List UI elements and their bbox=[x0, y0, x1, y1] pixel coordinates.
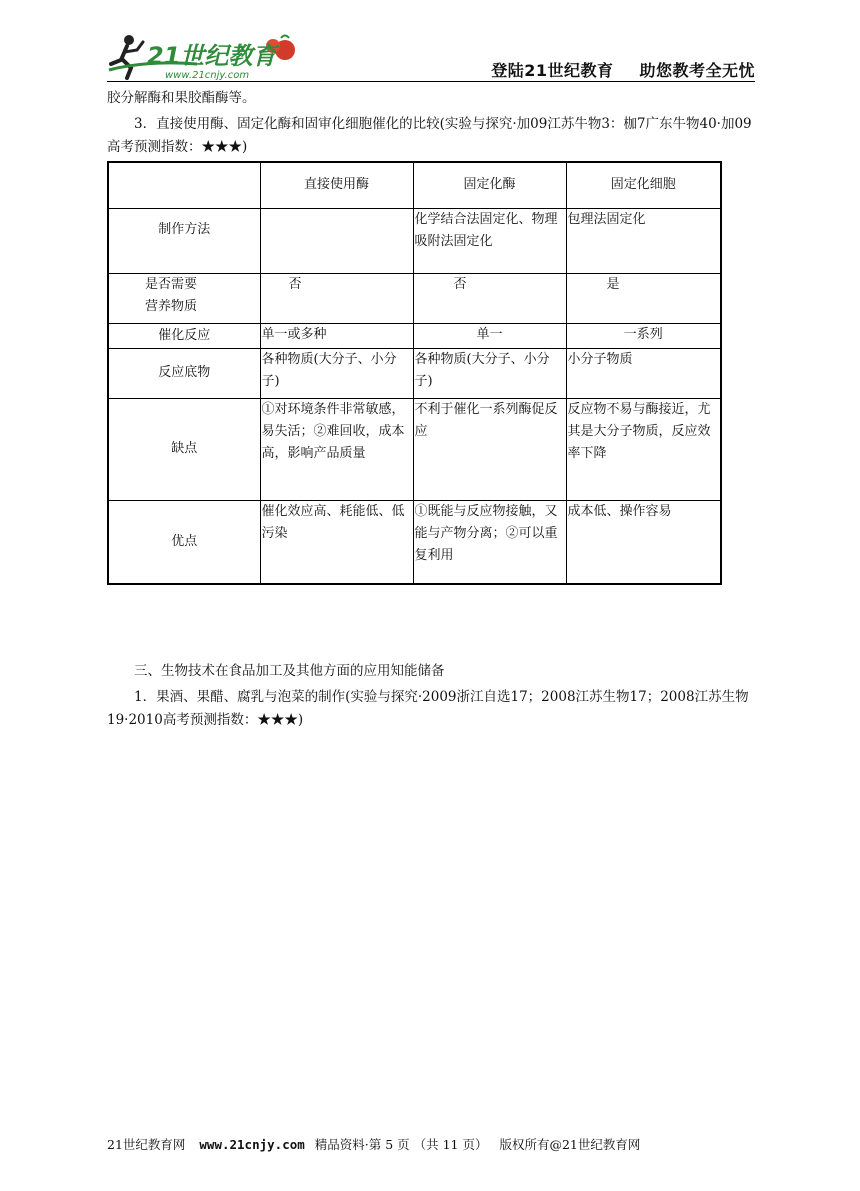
table-row bbox=[108, 273, 721, 323]
footer-copyright: 版权所有@21世纪教育网 bbox=[499, 1137, 641, 1152]
table-cell: 反应物不易与酶接近，尤其是大分子物质，反应效率下降 bbox=[566, 398, 721, 500]
table-row bbox=[108, 500, 721, 584]
logo bbox=[107, 30, 307, 82]
table-cell: 包理法固定化 bbox=[566, 208, 721, 273]
table-header-cell bbox=[108, 162, 260, 208]
slogan-login: 登陆21世纪教育 bbox=[491, 61, 614, 80]
table-cell: 催化效应高、耗能低、低污染 bbox=[260, 500, 413, 584]
row-label: 制作方法 bbox=[108, 208, 260, 273]
header-rule bbox=[107, 81, 755, 82]
table-cell: 不利于催化一系列酶促反应 bbox=[413, 398, 566, 500]
table-header-row bbox=[108, 162, 721, 208]
section-1-title: 1．果酒、果醋、腐乳与泡菜的制作(实验与探究·2009浙江自选17；2008江苏生物17；2008江苏生物19·2010高考预测指数：★★★) bbox=[107, 689, 749, 728]
text-line: 胶分解酶和果胶酯酶等。 bbox=[107, 90, 256, 106]
logo-url: www.21cnjy.com bbox=[165, 70, 250, 81]
section-heading: 三、生物技术在食品加工及其他方面的应用知能储备 bbox=[134, 663, 445, 679]
table-row bbox=[108, 398, 721, 500]
section-3-title: 3．直接使用酶、固定化酶和固审化细胞催化的比较(实验与探究·加09江苏牛物3：枷7广东牛物40·加09高考预测指数：★★★) bbox=[107, 116, 752, 155]
row-label-line: 是否需要 bbox=[145, 276, 198, 292]
table-header-cell: 固定化酶 bbox=[413, 162, 566, 208]
footer-page-info: 精品资料·第 5 页 （共 11 页） bbox=[314, 1137, 488, 1152]
table-cell bbox=[260, 208, 413, 273]
table-header-cell: 固定化细胞 bbox=[566, 162, 721, 208]
table-cell: 否 bbox=[413, 273, 566, 323]
row-label: 反应底物 bbox=[108, 348, 260, 398]
slogan-help: 助您教考全无忧 bbox=[639, 61, 755, 80]
row-label-line: 营养物质 bbox=[145, 298, 198, 314]
row-label: 缺点 bbox=[108, 398, 260, 500]
table-cell: 各种物质(大分子、小分子) bbox=[260, 348, 413, 398]
table-cell: 小分子物质 bbox=[566, 348, 721, 398]
footer-url[interactable]: www.21cnjy.com bbox=[199, 1137, 305, 1152]
row-label: 催化反应 bbox=[108, 323, 260, 348]
header-slogan bbox=[491, 58, 755, 81]
comparison-table bbox=[107, 161, 722, 585]
table-cell: 是 bbox=[566, 273, 721, 323]
table-row bbox=[108, 323, 721, 348]
logo-text: 21世纪教育 bbox=[147, 42, 277, 70]
table-cell: 成本低、操作容易 bbox=[566, 500, 721, 584]
page-header bbox=[107, 30, 755, 82]
table-header-cell: 直接使用酶 bbox=[260, 162, 413, 208]
row-label bbox=[108, 273, 260, 323]
footer-site: 21世纪教育网 bbox=[107, 1137, 186, 1152]
table-cell: 一系列 bbox=[566, 323, 721, 348]
row-label: 优点 bbox=[108, 500, 260, 584]
page-footer bbox=[107, 1135, 767, 1153]
table-cell: 单一或多种 bbox=[260, 323, 413, 348]
table-cell: 单一 bbox=[413, 323, 566, 348]
table-row bbox=[108, 208, 721, 273]
table-row bbox=[108, 348, 721, 398]
table-cell: 化学结合法固定化、物理吸附法固定化 bbox=[413, 208, 566, 273]
table-cell: 否 bbox=[260, 273, 413, 323]
table-cell: ①对环境条件非常敏感，易失活；②难回收，成本高，影响产品质量 bbox=[260, 398, 413, 500]
table-cell: ①既能与反应物接触，又能与产物分离；②可以重复利用 bbox=[413, 500, 566, 584]
table-cell: 各种物质(大分子、小分子) bbox=[413, 348, 566, 398]
